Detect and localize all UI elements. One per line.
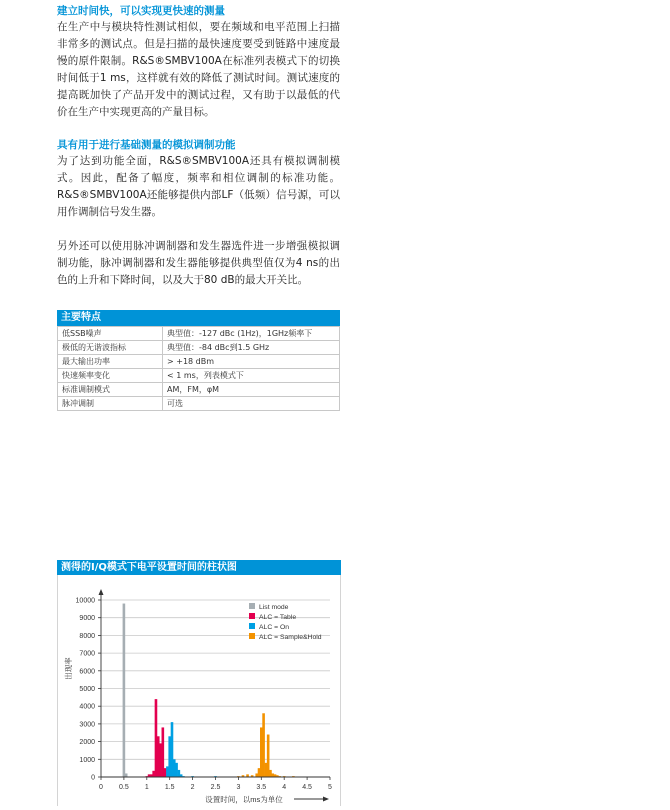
y-tick-label: 1000 (79, 756, 95, 764)
x-tick-label: 1.5 (164, 784, 175, 791)
key-features-table (57, 310, 340, 411)
x-tick-label: 1 (144, 784, 149, 791)
features-table-body (57, 326, 340, 411)
feature-value-cell: 典型值：-84 dBc到1.5 GHz (163, 341, 340, 355)
series-alc-sample-hold (237, 713, 295, 777)
histogram-bar (159, 743, 162, 777)
legend-entry: ALC = Sample&Hold (259, 634, 322, 641)
feature-value-cell: 典型值：-127 dBc (1Hz)，1GHz频率下 (163, 327, 340, 341)
histogram-bar (258, 768, 261, 777)
histogram-bar (265, 763, 268, 777)
feature-value-cell: 可选 (163, 397, 340, 411)
histogram-bar (162, 727, 165, 777)
y-tick-label: 3000 (79, 721, 95, 729)
x-tick-label: 0 (99, 784, 103, 791)
y-tick-label: 4000 (79, 703, 95, 711)
y-tick-label: 0 (91, 774, 95, 782)
legend-swatch (249, 623, 255, 629)
histogram-bar (125, 773, 128, 777)
histogram-bar (269, 770, 272, 777)
feature-name-cell: 快速频率变化 (58, 369, 163, 383)
section-settling-time (57, 4, 340, 121)
histogram-bar (271, 773, 274, 777)
series-alc-on (166, 722, 217, 777)
x-tick-label: 4 (282, 784, 287, 791)
histogram-bar (168, 736, 171, 777)
table-row (58, 327, 340, 341)
section-paragraph: 另外还可以使用脉冲调制器和发生器选件进一步增强模拟调制功能，脉冲调制器和发生器能够提供典型值仅为4 ns的出色的上升和下降时间，以及大于80 dB的最大开关比。 (57, 240, 340, 286)
histogram-bar (262, 713, 265, 777)
histogram-bar (267, 735, 270, 777)
histogram-bar (157, 736, 160, 777)
histogram-bar (255, 773, 258, 777)
x-tick-label: 3 (236, 784, 241, 791)
y-tick-label: 6000 (79, 668, 95, 676)
table-row (58, 369, 340, 383)
feature-value-cell: > +18 dBm (163, 355, 340, 369)
x-tick-label: 3.5 (256, 784, 267, 791)
table-row (58, 355, 340, 369)
histogram-bar (155, 699, 158, 777)
x-tick-label: 4.5 (302, 784, 312, 791)
x-tick-label: 5 (328, 784, 332, 791)
feature-name-cell: 低SSB噪声 (58, 327, 163, 341)
histogram-bar (173, 759, 176, 777)
series-alc-table (146, 699, 167, 777)
section-paragraph: 为了达到功能全面，R&S®SMBV100A还具有模拟调制模式。因此，配备了幅度，频率和相位调制的标准功能。R&S®SMBV100A还能够提供内部LF（低频）信号源，可以用作调制信号发生器。 (57, 155, 340, 218)
section-paragraph: 在生产中与模块特性测试相似，要在频域和电平范围上扫描非常多的测试点。但是扫描的最快速度要受到链路中速度最慢的原件限制。R&S®SMBV100A在标准列表模式下的切换时间低于1 ms，这样就有效的降低了测试时间。测试速度的提高既加快了产品开发中的测试过程，又有助于以最低的代价在生产中实现更高的产量目标。 (57, 21, 340, 118)
histogram-bar (164, 768, 167, 777)
feature-name-cell: 极低的无谐波指标 (58, 341, 163, 355)
y-tick-label: 10000 (75, 597, 95, 605)
series-list-mode (123, 604, 128, 777)
table-title: 主要特点 (57, 310, 340, 326)
y-tick-label: 7000 (79, 650, 95, 658)
legend-swatch (249, 603, 255, 609)
section-analog-modulation (57, 138, 340, 289)
histogram-bar (152, 771, 155, 777)
y-axis-arrow-icon (99, 589, 104, 595)
feature-name-cell: 标准调制模式 (58, 383, 163, 397)
histogram-bar (123, 604, 126, 777)
feature-value-cell: AM，FM，φM (163, 383, 340, 397)
feature-name-cell: 最大输出功率 (58, 355, 163, 369)
section-heading: 具有用于进行基础测量的模拟调制功能 (57, 139, 236, 151)
y-tick-label: 5000 (79, 686, 95, 693)
histogram-bar (260, 727, 263, 777)
y-tick-label: 8000 (79, 632, 95, 640)
histogram-bar (171, 722, 174, 777)
histogram-chart (58, 575, 340, 806)
feature-value-cell: < 1 ms，列表模式下 (163, 369, 340, 383)
y-axis-label: 出现率 (64, 657, 73, 680)
table-row (58, 341, 340, 355)
x-axis-arrow-icon (323, 797, 329, 802)
y-tick-label: 9000 (79, 615, 95, 623)
table-row (58, 383, 340, 397)
x-tick-label: 2 (190, 784, 195, 791)
section-heading: 建立时间快，可以实现更快速的测量 (57, 5, 225, 17)
legend-entry: List mode (259, 604, 289, 611)
legend-swatch (249, 613, 255, 619)
chart-frame (57, 575, 341, 806)
x-tick-label: 0.5 (119, 784, 129, 791)
x-tick-label: 2.5 (210, 784, 221, 791)
x-axis-label: 设置时间，以ms为单位 (205, 795, 283, 804)
histogram-bar (175, 763, 178, 777)
feature-name-cell: 脉冲调制 (58, 397, 163, 411)
legend-entry: ALC = On (259, 624, 290, 631)
table-row (58, 397, 340, 411)
y-tick-label: 2000 (79, 739, 95, 747)
chart-title: 测得的I/Q模式下电平设置时间的柱状图 (57, 560, 341, 575)
histogram-bar (166, 766, 169, 777)
histogram-bar (178, 770, 181, 777)
legend-entry: ALC = Table (259, 614, 297, 621)
legend-swatch (249, 633, 255, 639)
histogram-figure (57, 560, 341, 806)
